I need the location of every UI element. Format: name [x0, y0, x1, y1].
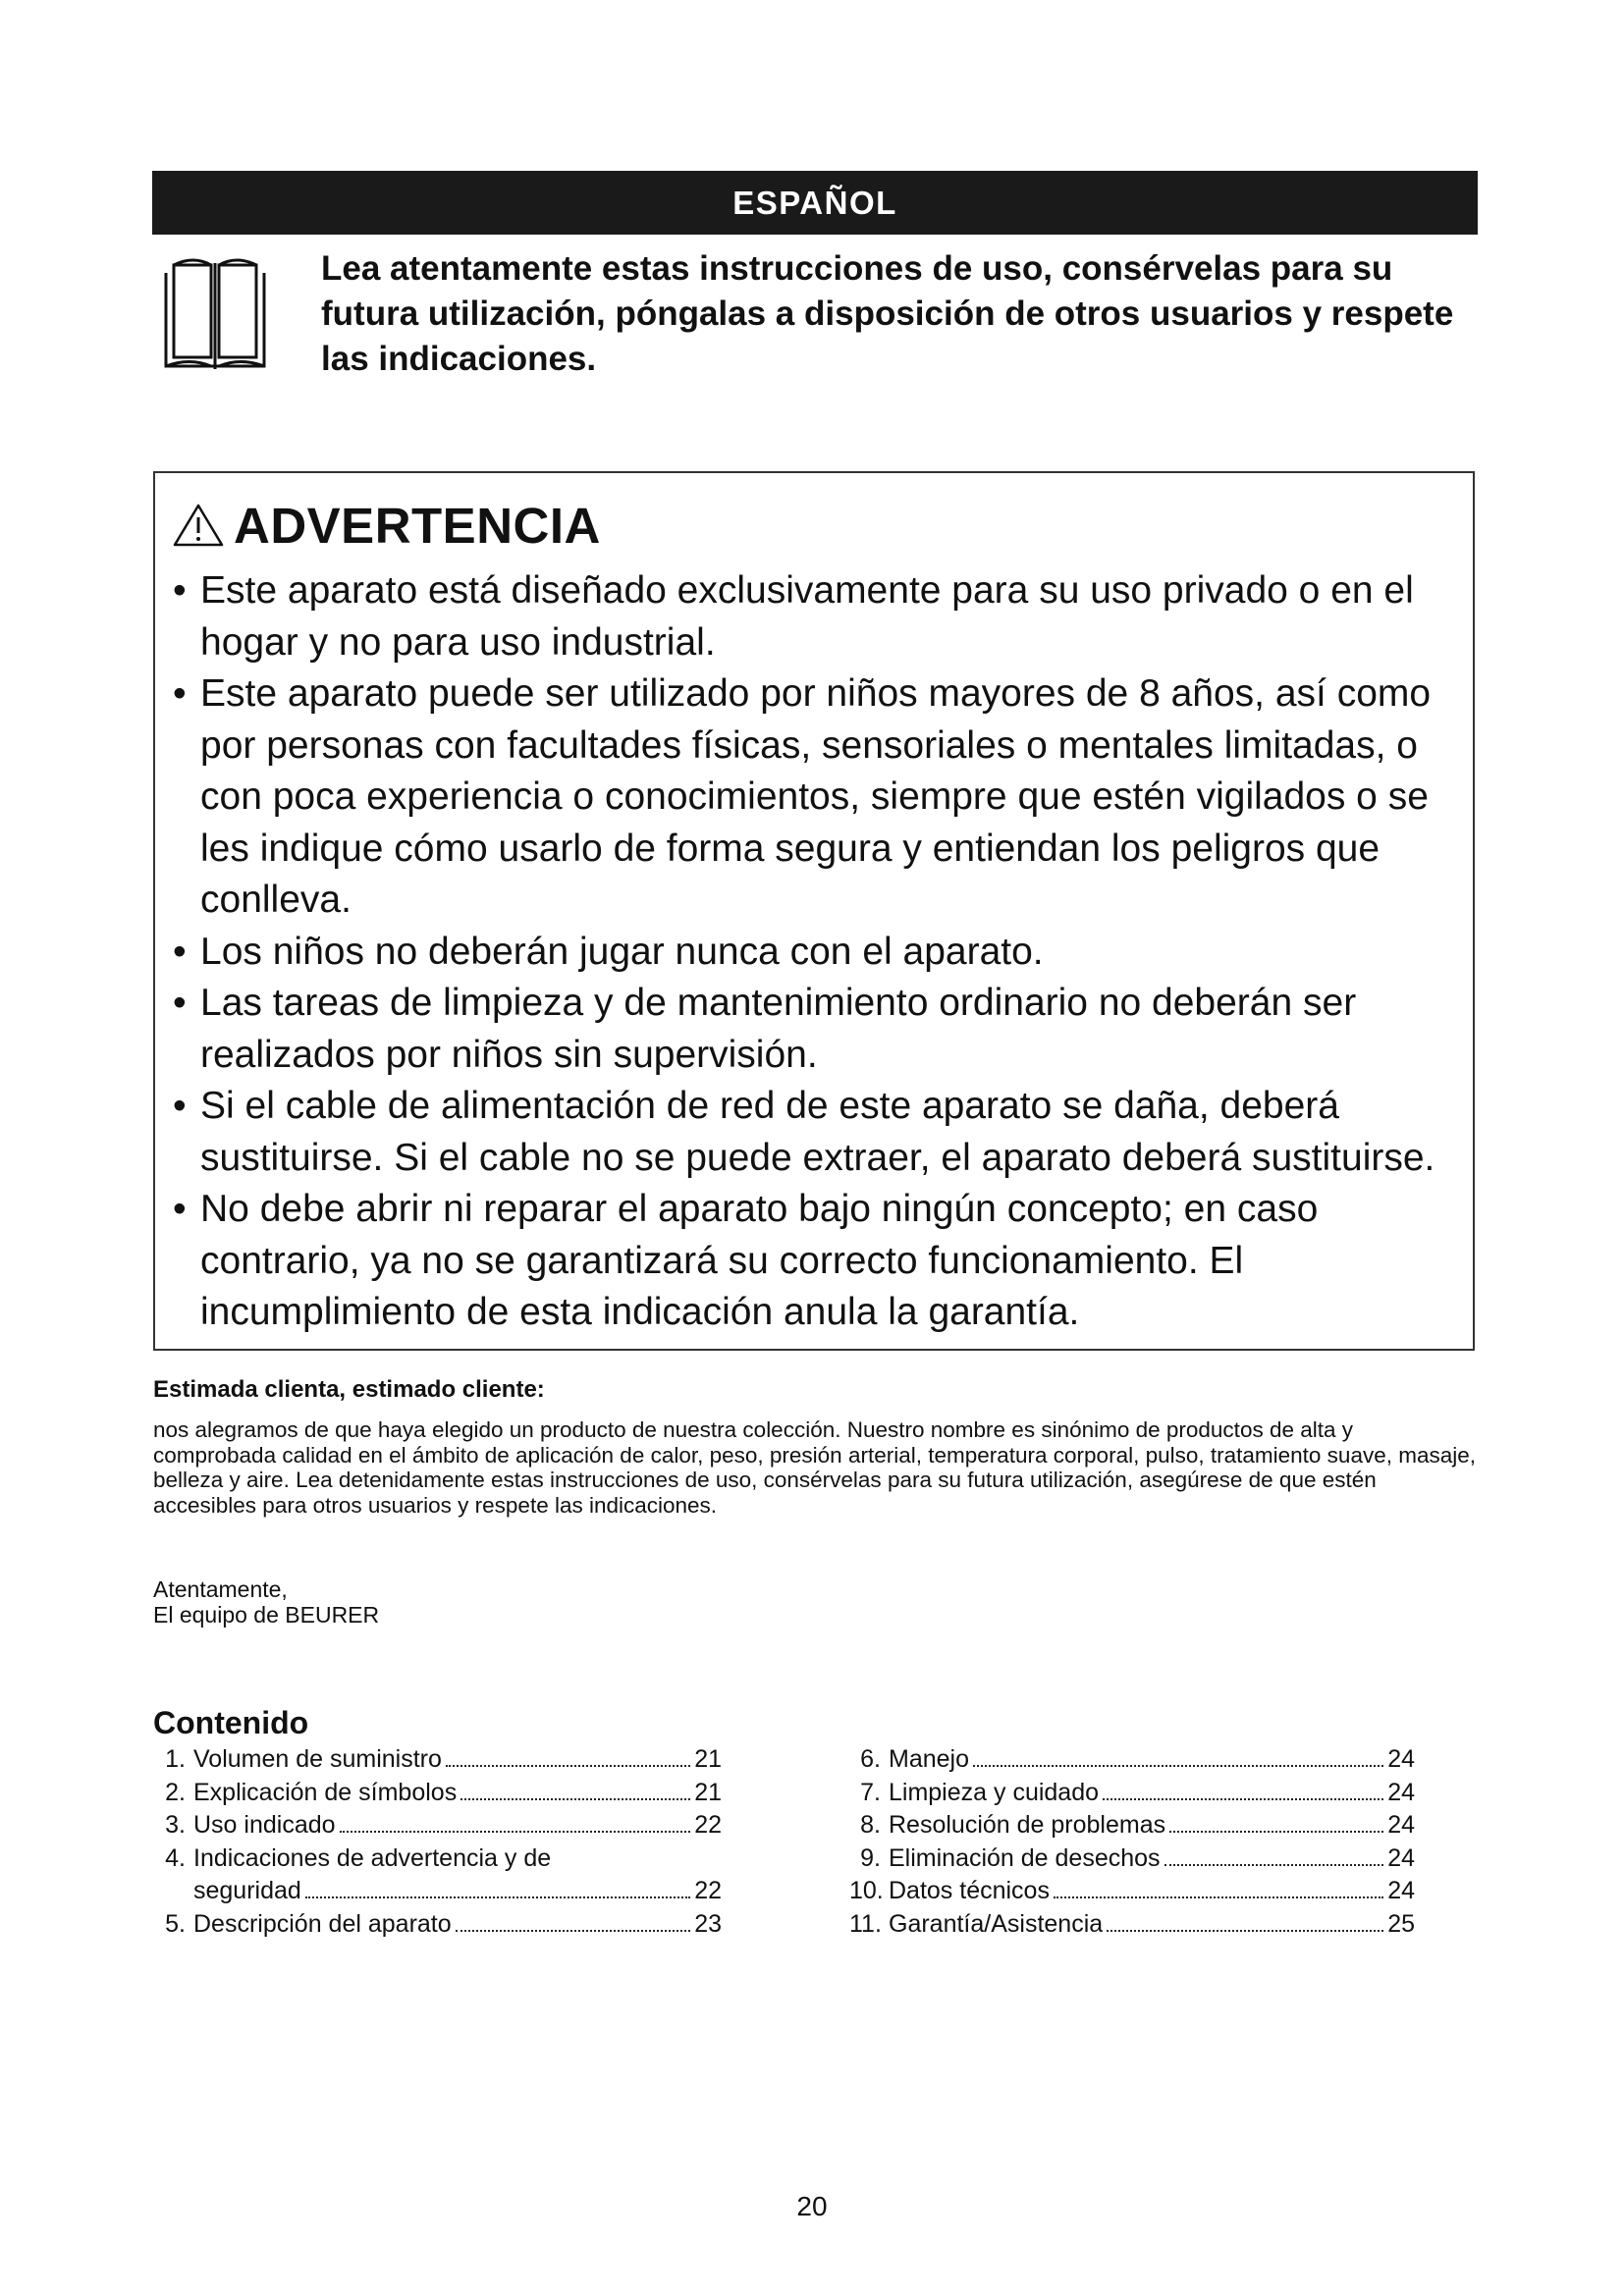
toc-label: Volumen de suministro	[193, 1745, 442, 1773]
toc-label: Datos técnicos	[889, 1877, 1050, 1904]
toc-leader	[1054, 1896, 1383, 1898]
toc-number: 9.	[860, 1843, 881, 1872]
toc-page: 25	[1387, 1909, 1415, 1938]
toc-leader	[460, 1798, 690, 1800]
toc-title: Contenido	[153, 1705, 309, 1740]
greeting-heading: Estimada clienta, estimado cliente:	[153, 1376, 545, 1403]
warning-triangle-icon	[173, 503, 224, 548]
warning-box	[153, 471, 1475, 1351]
warning-list	[173, 565, 1455, 1339]
toc-entry[interactable]	[849, 1875, 1415, 1908]
toc-number: 7.	[860, 1778, 881, 1806]
language-header: ESPAÑOL	[152, 171, 1478, 235]
toc-page: 24	[1387, 1745, 1415, 1773]
toc-label: Explicación de símbolos	[193, 1778, 458, 1806]
toc-entry-line	[160, 1842, 722, 1876]
toc-leader	[1169, 1831, 1383, 1833]
toc-label-continuation: seguridad	[193, 1877, 301, 1904]
toc-number: 4.	[165, 1843, 186, 1872]
toc-leader	[1164, 1864, 1384, 1866]
toc-number: 1.	[165, 1745, 186, 1773]
toc-page: 21	[694, 1778, 722, 1806]
toc-entry[interactable]	[849, 1809, 1415, 1842]
toc-entry[interactable]	[160, 1777, 722, 1810]
greeting-body: nos alegramos de que haya elegido un producto de nuestra colección. Nuestro nombre es sinónimo de productos de alta y comprobada calidad en el ámbito de aplicación de calor, peso, presión arterial, temperatura corporal, pulso, tratamiento suave, masaje, belleza y aire. Lea detenidamente estas instrucciones de uso, consérvelas para su futura utilización, asegúrese de que estén accesibles para otros usuarios y respete las indicaciones.	[153, 1417, 1477, 1518]
warning-item: • Los niños no deberán jugar nunca con el aparato.	[173, 927, 1455, 979]
toc-page: 22	[694, 1811, 722, 1839]
toc-label: Eliminación de desechos	[889, 1843, 1161, 1872]
toc-page: 24	[1387, 1843, 1415, 1872]
toc-page: 24	[1387, 1778, 1415, 1806]
toc-number: 8.	[860, 1811, 881, 1839]
toc-leader	[1103, 1798, 1383, 1800]
toc-leader	[305, 1896, 690, 1898]
open-book-icon	[160, 253, 270, 376]
warning-item: • Si el cable de alimentación de red de este aparato se daña, deberá sustituirse. Si el cable no se puede extraer, el aparato deberá sustituirse.	[173, 1081, 1455, 1184]
toc-entry[interactable]	[160, 1908, 722, 1942]
toc-entry[interactable]	[849, 1777, 1415, 1810]
intro-instruction: Lea atentamente estas instrucciones de uso, consérvelas para su futura utilización, póngalas a disposición de otros usuarios y respete las indicaciones.	[321, 249, 1454, 378]
toc-label: Uso indicado	[193, 1811, 336, 1839]
toc-leader	[973, 1765, 1383, 1767]
warning-title: ADVERTENCIA	[234, 497, 601, 554]
toc-entry[interactable]	[160, 1809, 722, 1842]
toc-entry[interactable]	[849, 1743, 1415, 1777]
toc-page: 22	[694, 1877, 722, 1904]
toc-right-column	[849, 1743, 1415, 1941]
toc-page: 24	[1387, 1811, 1415, 1839]
toc-label: Limpieza y cuidado	[889, 1778, 1100, 1806]
toc-left-column	[160, 1743, 722, 1941]
toc-page: 23	[694, 1909, 722, 1938]
signature: El equipo de BEURER	[153, 1602, 380, 1628]
toc-entry-line	[160, 1875, 722, 1908]
toc-label: Manejo	[889, 1745, 969, 1773]
toc-leader	[446, 1765, 690, 1767]
warning-item: • Este aparato está diseñado exclusivamente para su uso privado o en el hogar y no para uso industrial.	[173, 565, 1455, 668]
toc-leader	[456, 1930, 691, 1932]
toc-number: 3.	[165, 1811, 186, 1839]
toc-number: 11.	[849, 1909, 882, 1938]
toc-number: 6.	[860, 1745, 881, 1773]
warning-item: • No debe abrir ni reparar el aparato bajo ningún concepto; en caso contrario, ya no se garantizará su correcto funcionamiento. El incumplimiento de esta indicación anula la garantía.	[173, 1184, 1455, 1339]
toc-number: 10.	[849, 1877, 884, 1904]
toc-leader	[1107, 1930, 1383, 1932]
toc-page: 21	[694, 1745, 722, 1773]
toc-entry[interactable]	[160, 1842, 722, 1908]
toc-label: Resolución de problemas	[889, 1811, 1166, 1839]
toc-label: Indicaciones de advertencia y de	[193, 1843, 552, 1872]
toc-label: Descripción del aparato	[193, 1909, 452, 1938]
toc-number: 5.	[165, 1909, 186, 1938]
closing: Atentamente,	[153, 1576, 288, 1602]
warning-item: • Este aparato puede ser utilizado por niños mayores de 8 años, así como por personas con facultades físicas, sensoriales o mentales limitadas, o con poca experiencia o conocimientos, siempre que estén vigilados o se les indique cómo usarlo de forma segura y entiendan los peligros que conlleva.	[173, 668, 1455, 927]
toc-leader	[340, 1831, 691, 1833]
toc-entry[interactable]	[849, 1908, 1415, 1942]
toc-label: Garantía/Asistencia	[889, 1909, 1104, 1938]
toc-page: 24	[1387, 1877, 1415, 1904]
toc-entry[interactable]	[160, 1743, 722, 1777]
sign-off	[153, 1576, 379, 1628]
page-number: 20	[796, 2191, 828, 2221]
warning-item: • Las tareas de limpieza y de mantenimiento ordinario no deberán ser realizados por niños sin supervisión.	[173, 978, 1455, 1081]
toc-number: 2.	[165, 1778, 186, 1806]
toc-entry[interactable]	[849, 1842, 1415, 1876]
warning-title-row	[173, 491, 601, 560]
